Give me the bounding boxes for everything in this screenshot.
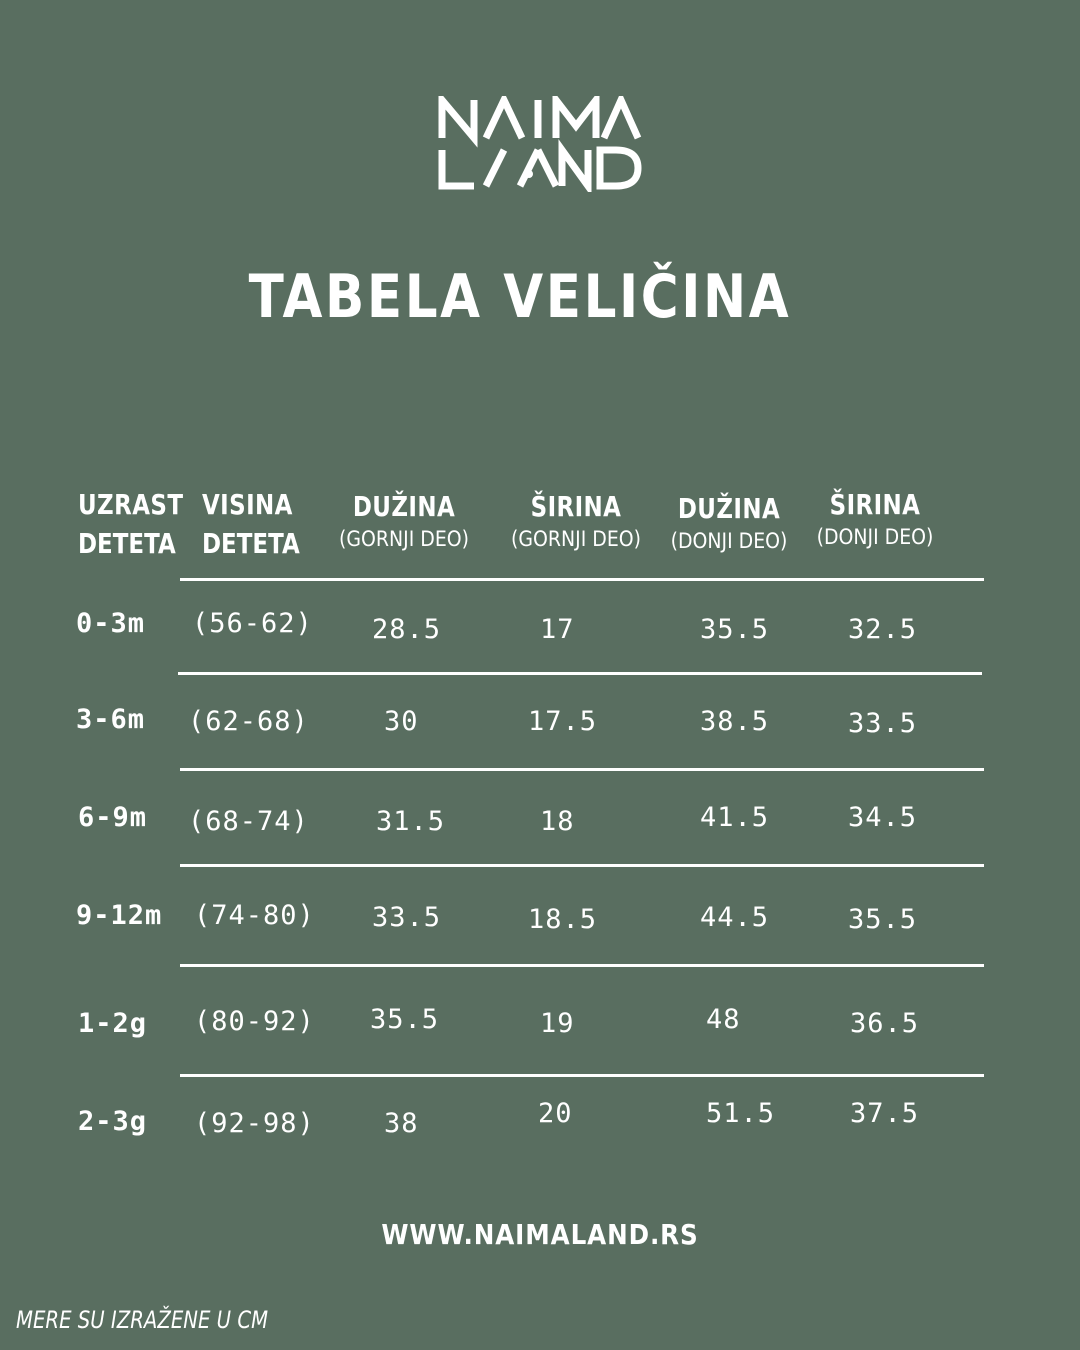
cell-top-width: 17.5 — [528, 706, 598, 737]
row-divider — [180, 578, 984, 581]
cell-age: 2-3g — [78, 1106, 148, 1137]
header-height-line1: VISINA — [202, 488, 293, 521]
cell-height: (80-92) — [194, 1006, 315, 1037]
header-bottom-width-line2: (DONJI DEO) — [816, 525, 934, 549]
website-link[interactable]: WWW.NAIMALAND.RS — [381, 1218, 699, 1251]
cell-bottom-width: 35.5 — [848, 904, 918, 935]
cell-bottom-length: 44.5 — [700, 902, 770, 933]
cell-age: 3-6m — [76, 704, 146, 735]
cell-age: 0-3m — [76, 608, 146, 639]
header-top-length-line2: (GORNJI DEO) — [338, 527, 470, 551]
header-bottom-width — [802, 488, 948, 552]
header-top-width-line1: ŠIRINA — [530, 490, 622, 523]
cell-height: (56-62) — [192, 608, 313, 639]
cell-bottom-length: 48 — [706, 1004, 741, 1035]
cell-top-width: 18 — [540, 806, 575, 837]
cell-height: (68-74) — [188, 806, 309, 837]
row-divider — [178, 672, 982, 675]
cell-age: 9-12m — [76, 900, 163, 931]
cell-height: (62-68) — [188, 706, 309, 737]
cell-bottom-length: 35.5 — [700, 614, 770, 645]
row-divider — [180, 964, 984, 967]
cell-bottom-length: 51.5 — [706, 1098, 776, 1129]
header-top-length — [322, 490, 486, 554]
naimaland-logo — [438, 96, 642, 192]
cell-age: 6-9m — [78, 802, 148, 833]
cell-top-width: 17 — [540, 614, 575, 645]
cell-bottom-width: 34.5 — [848, 802, 918, 833]
units-note: MERE SU IZRAŽENE U CM — [16, 1306, 269, 1334]
header-top-width — [494, 490, 658, 554]
cell-top-length: 35.5 — [370, 1004, 440, 1035]
cell-age: 1-2g — [78, 1008, 148, 1039]
cell-top-length: 33.5 — [372, 902, 442, 933]
page-title: TABELA VELIČINA — [248, 262, 792, 332]
cell-top-width: 19 — [540, 1008, 575, 1039]
cell-bottom-width: 32.5 — [848, 614, 918, 645]
cell-bottom-width: 36.5 — [850, 1008, 920, 1039]
cell-top-length: 38 — [384, 1108, 419, 1139]
cell-height: (74-80) — [194, 900, 315, 931]
row-divider — [180, 768, 984, 771]
cell-bottom-length: 38.5 — [700, 706, 770, 737]
header-top-width-line2: (GORNJI DEO) — [510, 527, 642, 551]
header-bottom-length-line1: DUŽINA — [677, 492, 781, 525]
header-age-line1: UZRAST — [78, 488, 184, 521]
header-height — [202, 488, 321, 566]
row-divider — [180, 1074, 984, 1077]
cell-height: (92-98) — [194, 1108, 315, 1139]
cell-bottom-length: 41.5 — [700, 802, 770, 833]
header-age — [78, 488, 207, 566]
cell-top-length: 30 — [384, 706, 419, 737]
row-divider — [180, 864, 984, 867]
cell-top-length: 28.5 — [372, 614, 442, 645]
cell-top-width: 20 — [538, 1098, 573, 1129]
cell-top-length: 31.5 — [376, 806, 446, 837]
cell-top-width: 18.5 — [528, 904, 598, 935]
header-age-line2: DETETA — [78, 527, 176, 560]
header-height-line2: DETETA — [202, 527, 300, 560]
header-top-length-line1: DUŽINA — [352, 490, 456, 523]
cell-bottom-width: 37.5 — [850, 1098, 920, 1129]
header-bottom-width-line1: ŠIRINA — [829, 488, 921, 521]
header-bottom-length — [656, 492, 802, 556]
header-bottom-length-line2: (DONJI DEO) — [670, 529, 788, 553]
cell-bottom-width: 33.5 — [848, 708, 918, 739]
